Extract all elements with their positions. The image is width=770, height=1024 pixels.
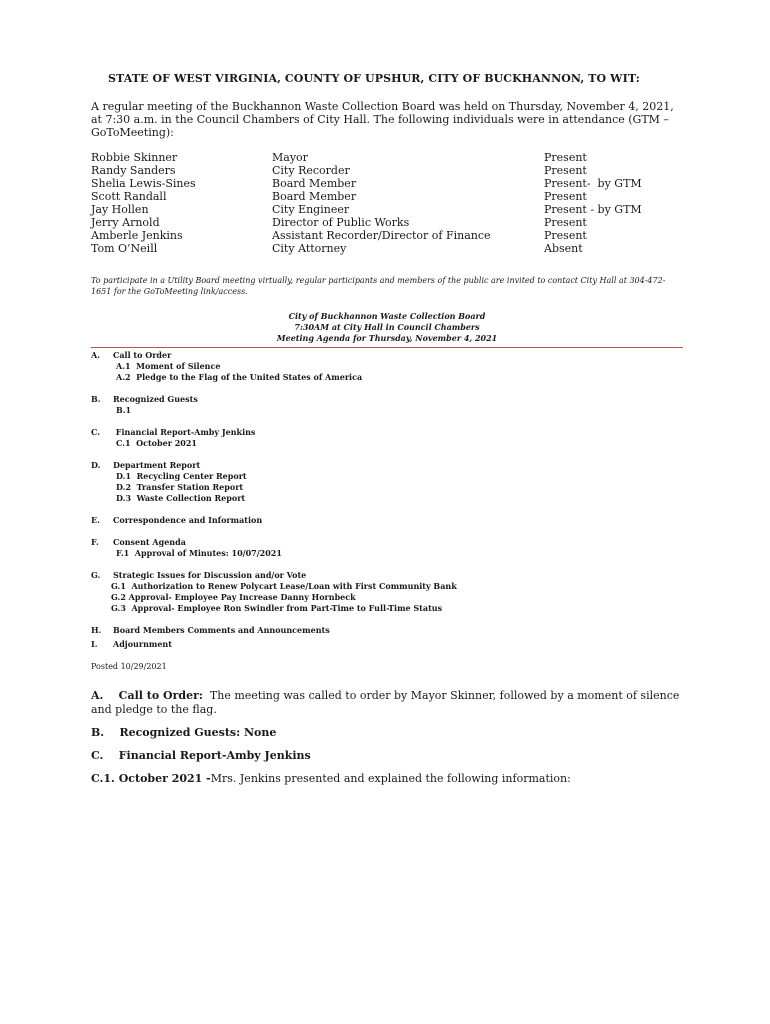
document-page [91,72,683,786]
agenda-item-title: Strategic Issues for Discussion and/or Vote [113,570,307,580]
agenda-header-line2: 7:30AM at City Hall in Council Chambers [294,322,480,332]
agenda-subitem: G.3 Approval- Employee Ron Swindler from Part-Time to Full-Time Status [111,603,443,613]
attendee-name: Scott Randall [91,190,167,203]
minutes-october-report [91,772,683,786]
attendee-name: Jerry Arnold [91,216,160,229]
attendee-title: Mayor [272,151,308,164]
attendance-row [91,177,642,190]
agenda-subitem: D.2 Transfer Station Report [116,482,244,492]
minutes-c1-text: Mrs. Jenkins presented and explained the following information: [210,772,571,785]
attendee-status: Present [544,229,587,242]
attendee-name: Randy Sanders [91,164,176,177]
agenda-item-title: Recognized Guests [113,394,198,404]
minutes-call-to-order [91,689,683,717]
agenda-item-letter: D. [91,460,101,470]
agenda-item [91,515,683,526]
agenda-subitem: D.3 Waste Collection Report [116,493,246,503]
minutes-financial-report [91,749,683,763]
attendee-status: Present [544,190,587,203]
agenda-header-line3: Meeting Agenda for Thursday, November 4, 2021 [276,333,498,343]
agenda-subitem: A.2 Pledge to the Flag of the United States of America [116,372,363,382]
attendee-status: Absent [544,242,583,255]
minutes-b-label: B. Recognized Guests: None [91,726,277,739]
attendee-status: Present [544,216,587,229]
attendee-status: Present [544,164,587,177]
attendee-title: City Attorney [272,242,347,255]
attendee-title: Board Member [272,177,357,190]
agenda-list [91,350,683,650]
meeting-intro: A regular meeting of the Buckhannon Waste Collection Board was held on Thursday, November 4, 2021, at 7:30 a.m. in the Council Chambers of City Hall. The following individuals were in attendance (GTM – GoToMeeting): [91,100,674,139]
agenda-item [91,625,683,636]
agenda-item-title: Department Report [113,460,201,470]
agenda-item-letter: I. [91,639,98,649]
agenda-subitem: A.1 Moment of Silence [116,361,221,371]
agenda-item-letter: E. [91,515,100,525]
agenda-item [91,639,683,650]
agenda-divider [91,347,683,348]
agenda-item-title: Adjournment [113,639,172,649]
agenda-subitem: B.1 [116,405,132,415]
posted-date: Posted 10/29/2021 [91,662,167,671]
attendee-title: City Recorder [272,164,350,177]
agenda-subitem: F.1 Approval of Minutes: 10/07/2021 [116,548,282,558]
attendee-name: Amberle Jenkins [91,229,183,242]
agenda-subitem: D.1 Recycling Center Report [116,471,247,481]
attendance-row [91,242,642,255]
agenda-item [91,537,683,559]
attendance-table [91,151,642,255]
attendee-name: Shelia Lewis-Sines [91,177,196,190]
agenda-item-title: Call to Order [113,350,172,360]
minutes-c1-label: C.1. October 2021 - [91,772,211,785]
attendee-title: City Engineer [272,203,350,216]
agenda-item-title: Board Members Comments and Announcements [113,625,330,635]
minutes-recognized-guests [91,726,683,740]
agenda-header-line1: City of Buckhannon Waste Collection Board [288,311,486,321]
attendance-row [91,203,642,216]
agenda-item-letter: F. [91,537,99,547]
agenda-item [91,570,683,614]
attendee-title: Assistant Recorder/Director of Finance [272,229,491,242]
agenda-item-letter: G. [91,570,101,580]
minutes-a-label: A. Call to Order: [91,689,203,702]
agenda-subitem: G.1 Authorization to Renew Polycart Lease/Loan with First Community Bank [111,581,457,591]
attendee-name: Robbie Skinner [91,151,178,164]
agenda-item [91,427,683,449]
agenda-item-letter: B. [91,394,101,404]
document-heading: STATE OF WEST VIRGINIA, COUNTY OF UPSHUR, CITY OF BUCKHANNON, TO WIT: [108,72,640,85]
agenda-item-title: Consent Agenda [113,537,186,547]
attendance-row [91,229,642,242]
agenda-item [91,350,683,383]
attendee-status: Present [544,151,587,164]
attendee-name: Tom O’Neill [91,242,158,255]
minutes-c-label: C. Financial Report-Amby Jenkins [91,749,311,762]
agenda-header [91,311,683,344]
virtual-participation-note: To participate in a Utility Board meeting virtually, regular participants and members of the public are invited to contact City Hall at 304-472-1651 for the GoToMeeting link/access. [91,276,666,296]
agenda-item [91,394,683,416]
attendance-row [91,216,642,229]
attendee-status: Present- by GTM [544,177,642,190]
attendee-status: Present - by GTM [544,203,642,216]
attendee-title: Board Member [272,190,357,203]
agenda-item [91,460,683,504]
agenda-item-title: Correspondence and Information [113,515,263,525]
attendance-row [91,190,642,203]
attendance-row [91,151,642,164]
agenda-item-letter: H. [91,625,102,635]
agenda-subitem: G.2 Approval- Employee Pay Increase Danny Hornbeck [111,592,356,602]
minutes-a-text: The meeting was called to order by Mayor Skinner, followed by a moment of silence and pledge to the flag. [91,689,683,716]
attendee-name: Jay Hollen [91,203,149,216]
agenda-item-letter: A. [91,350,100,360]
attendee-title: Director of Public Works [272,216,410,229]
agenda-subitem: C.1 October 2021 [116,438,197,448]
agenda-item-title: Financial Report-Amby Jenkins [113,427,256,437]
attendance-row [91,164,642,177]
agenda-item-letter: C. [91,427,101,437]
